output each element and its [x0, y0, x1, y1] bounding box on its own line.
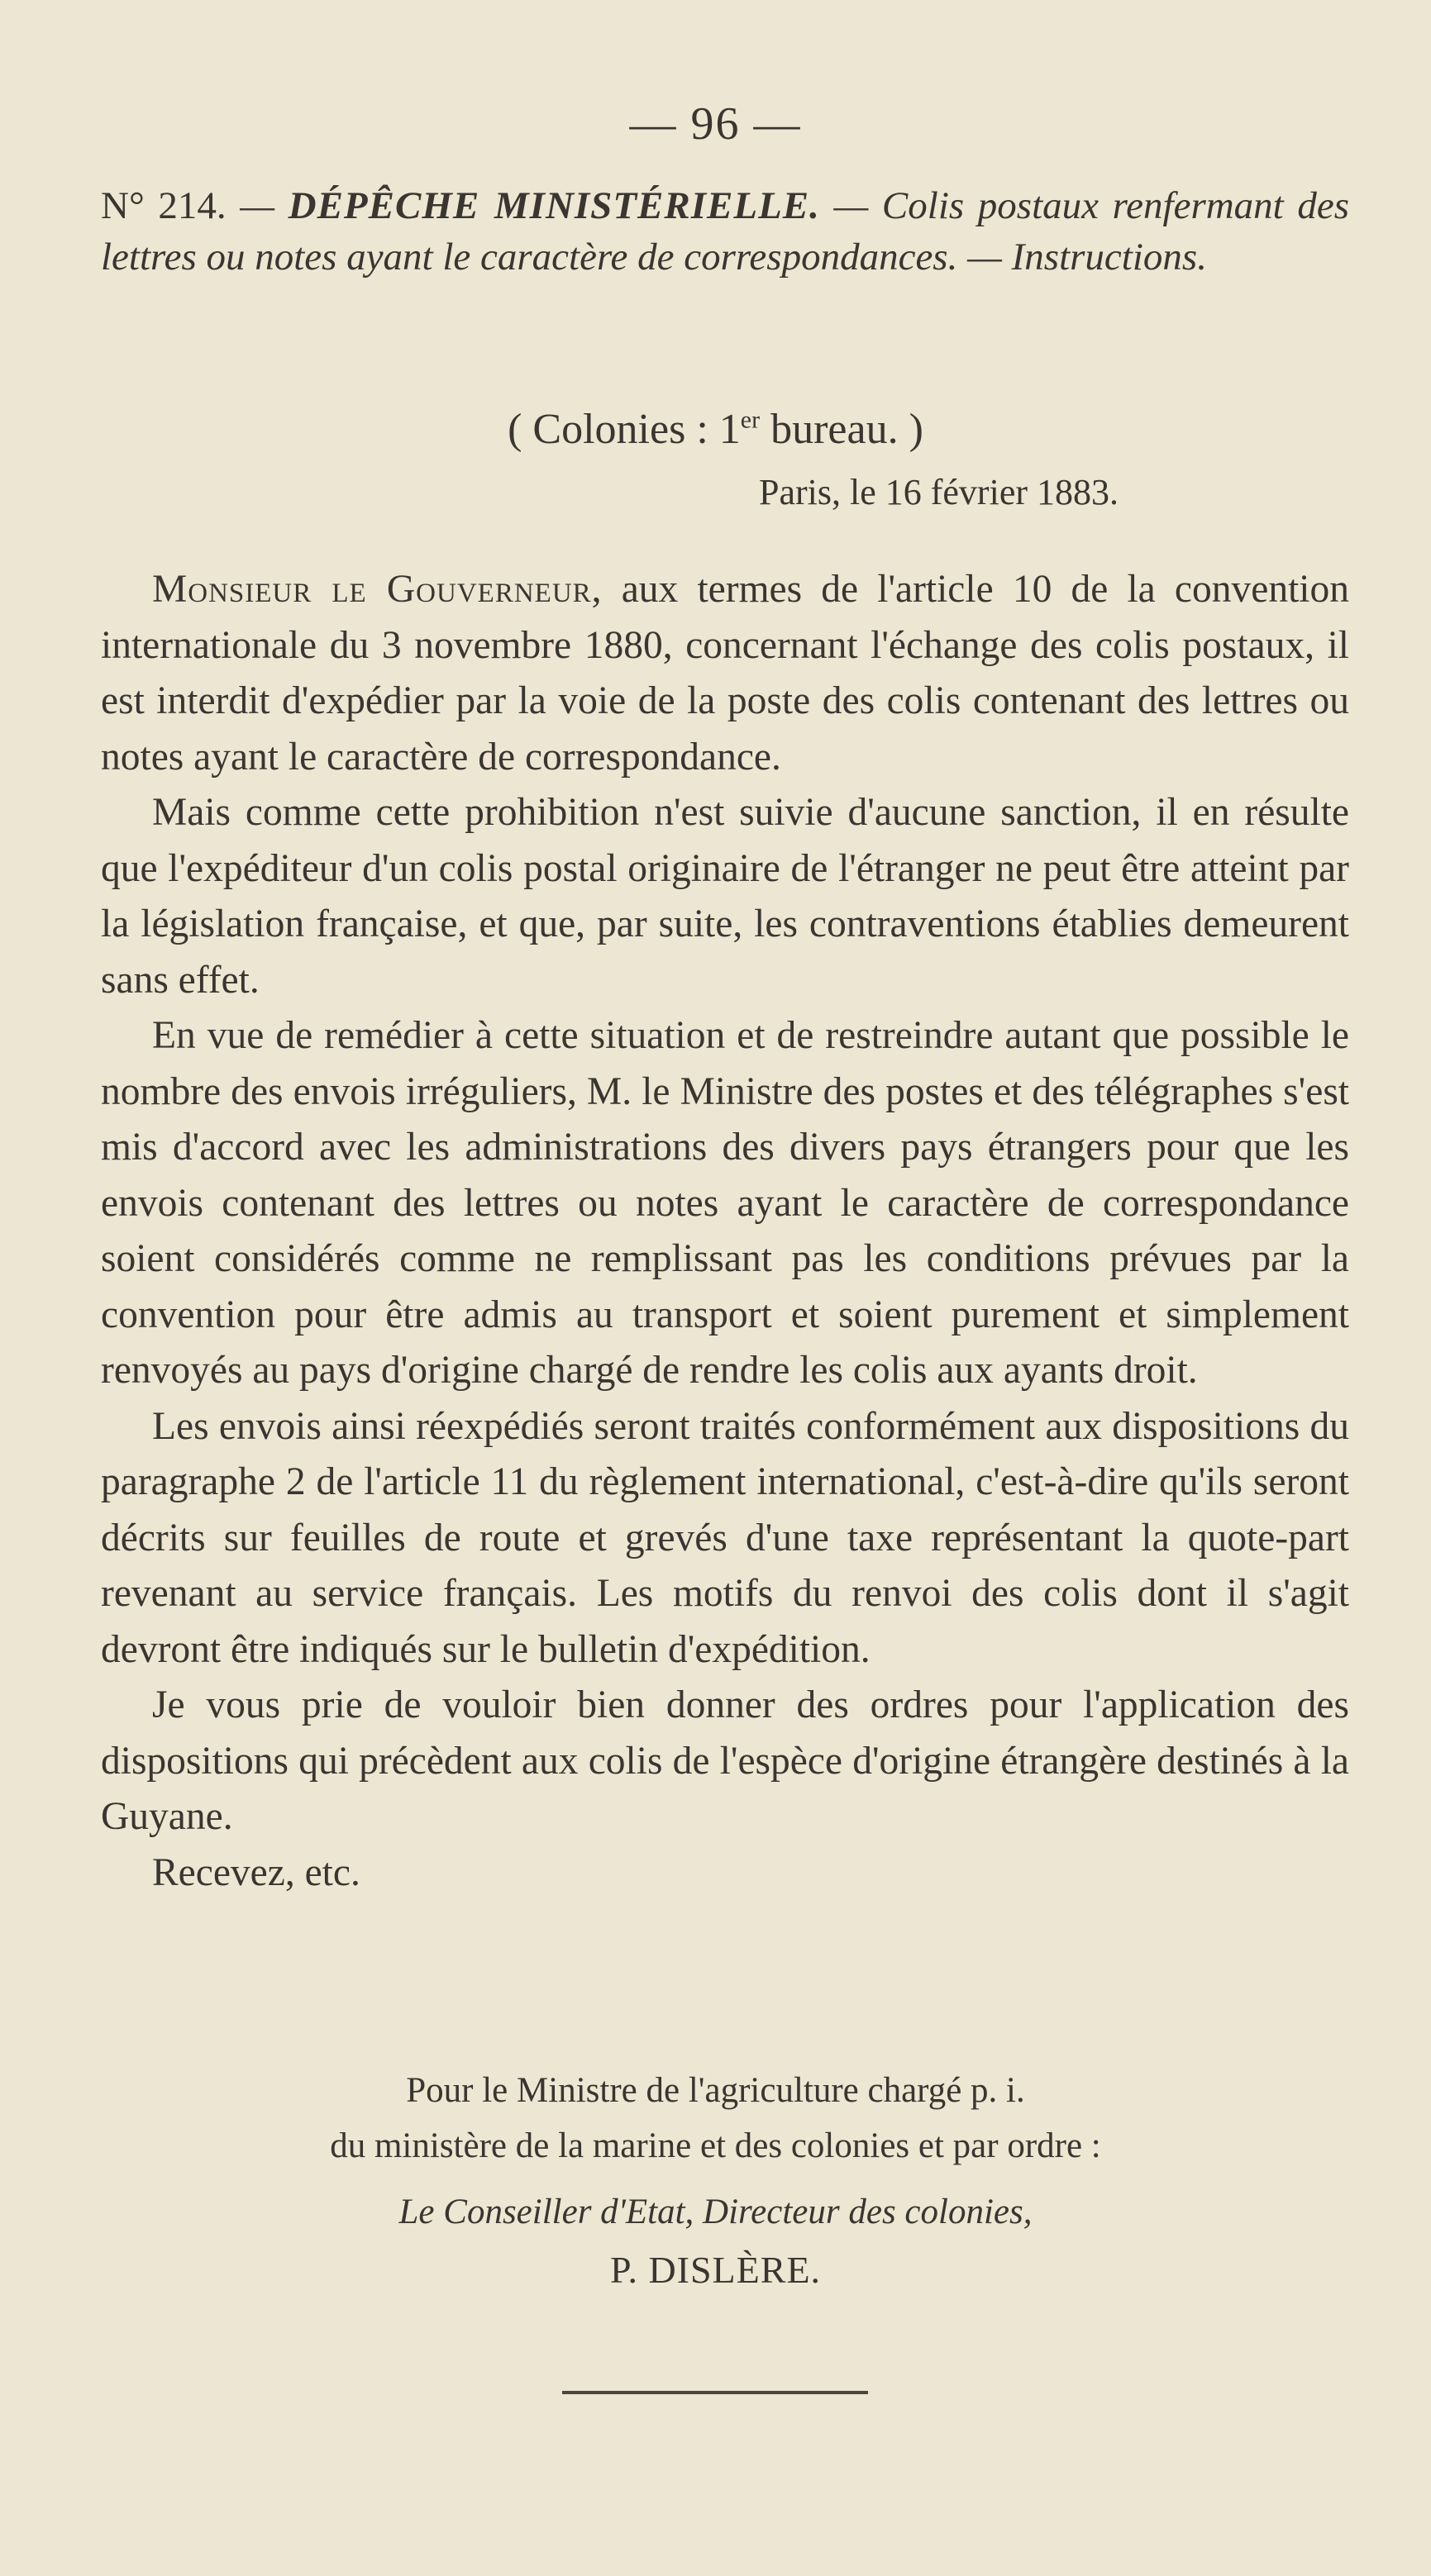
- paragraph-3: En vue de remédier à cette situation et de restreindre autant que possible le nombre des envois irréguliers, M. le Ministre des postes et des télégraphes s'est mis d'accord avec les administrations des divers pays étrangers pour que les envois contenant des lettres ou notes ayant le caractère de correspondance soient considérés comme ne remplissant pas les conditions prévues par la convention pour être admis au transport et soient purement et simplement renvoyés au pays d'origine chargé de rendre les colis aux ayants droit.: [101, 1014, 1349, 1392]
- heading-dash: —: [226, 184, 289, 227]
- dateline: Paris, le 16 février 1883.: [759, 472, 1119, 512]
- heading-dash: —: [957, 236, 1012, 279]
- signature-title: Le Conseiller d'Etat, Directeur des colonies,: [398, 2193, 1033, 2231]
- paragraph-1-text: aux termes de l'article 10 de la convention internationale du 3 novembre 1880, concernant l'échange des colis postaux, il est interdit d'expédier par la voie de la poste des colis contenant des lettres ou notes ayant le caractère de correspondance.: [101, 568, 1349, 779]
- dispatch-subject: Colis postaux renfermant des lettres ou notes ayant le caractère de correspondances.: [101, 184, 1350, 279]
- paragraph-5: Je vous prie de vouloir bien donner des ordres pour l'application des dispositions qui précèdent aux colis de l'espèce d'origine étrangère destinés à la Guyane.: [101, 1683, 1349, 1838]
- signature-line-2: du ministère de la marine et des colonies et par ordre :: [330, 2126, 1101, 2165]
- signatory-name: P. DISLÈRE.: [609, 2249, 822, 2291]
- dispatch-heading: [101, 180, 1349, 283]
- heading-dash: —: [819, 184, 882, 227]
- dispatch-number: N° 214.: [101, 184, 227, 227]
- paragraph-2: Mais comme cette prohibition n'est suivie d'aucune sanction, il en résulte que l'expéditeur d'un colis postal originaire de l'étranger ne peut être atteint par la législation française, et que, par suite, les contraventions établies demeurent sans effet.: [101, 791, 1349, 1002]
- bureau-suffix: bureau. ): [760, 406, 923, 453]
- bureau-line: [0, 405, 1431, 454]
- signature-line-1: Pour le Ministre de l'agriculture chargé p. i.: [406, 2071, 1025, 2110]
- salutation: Monsieur le Gouverneur,: [152, 568, 603, 611]
- closing-formula: Recevez, etc.: [152, 1850, 360, 1894]
- letter-body: [101, 562, 1349, 1901]
- dispatch-title: DÉPÊCHE MINISTÉRIELLE.: [288, 184, 820, 227]
- bureau-superscript: er: [740, 406, 761, 434]
- end-rule: [562, 2391, 868, 2394]
- paragraph-1: [101, 562, 1349, 785]
- page-number: — 96 —: [629, 98, 802, 150]
- dispatch-instructions: Instructions.: [1011, 236, 1207, 279]
- bureau-prefix: ( Colonies : 1: [508, 406, 741, 453]
- paragraph-4: Les envois ainsi réexpédiés seront traités conformément aux dispositions du paragraphe 2 de l'article 11 du règlement international, c'est-à-dire qu'ils seront décrits sur feuilles de route et grevés d'une taxe représentant la quote-part revenant au service français. Les motifs du renvoi des colis dont il s'agit devront être indiqués sur le bulletin d'expédition.: [101, 1404, 1349, 1671]
